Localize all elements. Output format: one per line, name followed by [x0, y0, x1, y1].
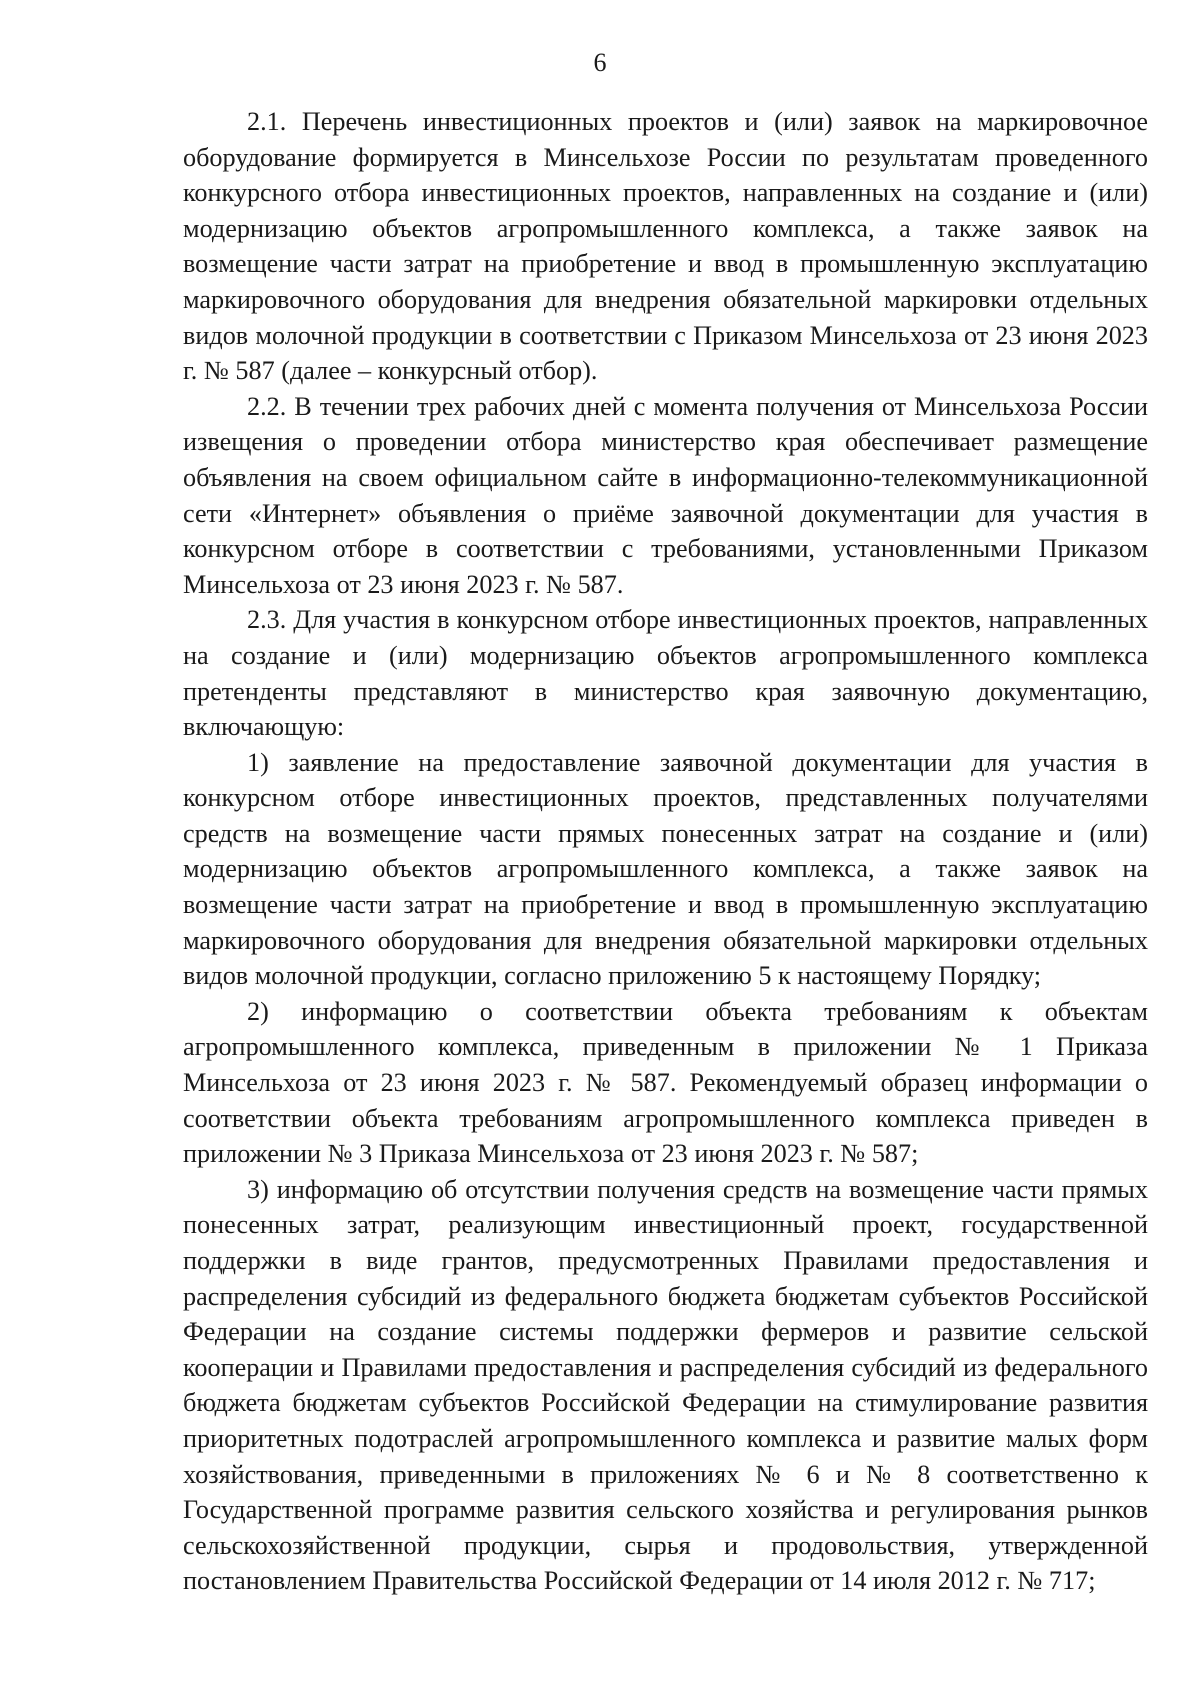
document-body: [183, 104, 1148, 1599]
paragraph-2-2: 2.2. В течении трех рабочих дней с момента получения от Минсельхоза России извещения о проведении отбора министерство края обеспечивает размещение объявления на своем официальном сайте в информационно-телекоммуникационной сети «Интернет» объявления о приёме заявочной документации для участия в конкурсном отборе в соответствии с требованиями, установленными Приказом Минсельхоза от 23 июня 2023 г. № 587.: [183, 391, 1148, 599]
page-number: 6: [593, 48, 607, 77]
list-item-2: 2) информацию о соответствии объекта требованиям к объектам агропромышленного комплекса, приведенным в приложении № 1 Приказа Минсельхоза от 23 июня 2023 г. № 587. Рекомендуемый образец информации о соответствии объекта требованиям агропромышленного комплекса приведен в приложении № 3 Приказа Минсельхоза от 23 июня 2023 г. № 587;: [183, 996, 1148, 1169]
list-item-1: 1) заявление на предоставление заявочной документации для участия в конкурсном отборе инвестиционных проектов, представленных получателями средств на возмещение части прямых понесенных затрат на создание и (или) модернизацию объектов агропромышленного комплекса, а также заявок на возмещение части затрат на приобретение и ввод в промышленную эксплуатацию маркировочного оборудования для внедрения обязательной маркировки отдельных видов молочной продукции, согласно приложению 5 к настоящему Порядку;: [183, 747, 1148, 991]
list-item-3: 3) информацию об отсутствии получения средств на возмещение части прямых понесенных затрат, реализующим инвестиционный проект, государственной поддержки в виде грантов, предусмотренных Правилами предоставления и распределения субсидий из федерального бюджета бюджетам субъектов Российской Федерации на создание системы поддержки фермеров и развитие сельской кооперации и Правилами предоставления и распределения субсидий из федерального бюджета бюджетам субъектов Российской Федерации на стимулирование развития приоритетных подотраслей агропромышленного комплекса и развитие малых форм хозяйствования, приведенными в приложениях № 6 и № 8 соответственно к Государственной программе развития сельского хозяйства и регулирования рынков сельскохозяйственной продукции, сырья и продовольствия, утвержденной постановлением Правительства Российской Федерации от 14 июля 2012 г. № 717;: [183, 1174, 1148, 1596]
paragraph-2-3: 2.3. Для участия в конкурсном отборе инвестиционных проектов, направленных на создание и (или) модернизацию объектов агропромышленного комплекса претенденты представляют в министерство края заявочную документацию, включающую:: [183, 605, 1148, 742]
paragraph-2-1: 2.1. Перечень инвестиционных проектов и (или) заявок на маркировочное оборудование формируется в Минсельхозе России по результатам проведенного конкурсного отбора инвестиционных проектов, направленных на создание и (или) модернизацию объектов агропромышленного комплекса, а также заявок на возмещение части затрат на приобретение и ввод в промышленную эксплуатацию маркировочного оборудования для внедрения обязательной маркировки отдельных видов молочной продукции в соответствии с Приказом Минсельхоза от 23 июня 2023 г. № 587 (далее – конкурсный отбор).: [183, 107, 1148, 386]
